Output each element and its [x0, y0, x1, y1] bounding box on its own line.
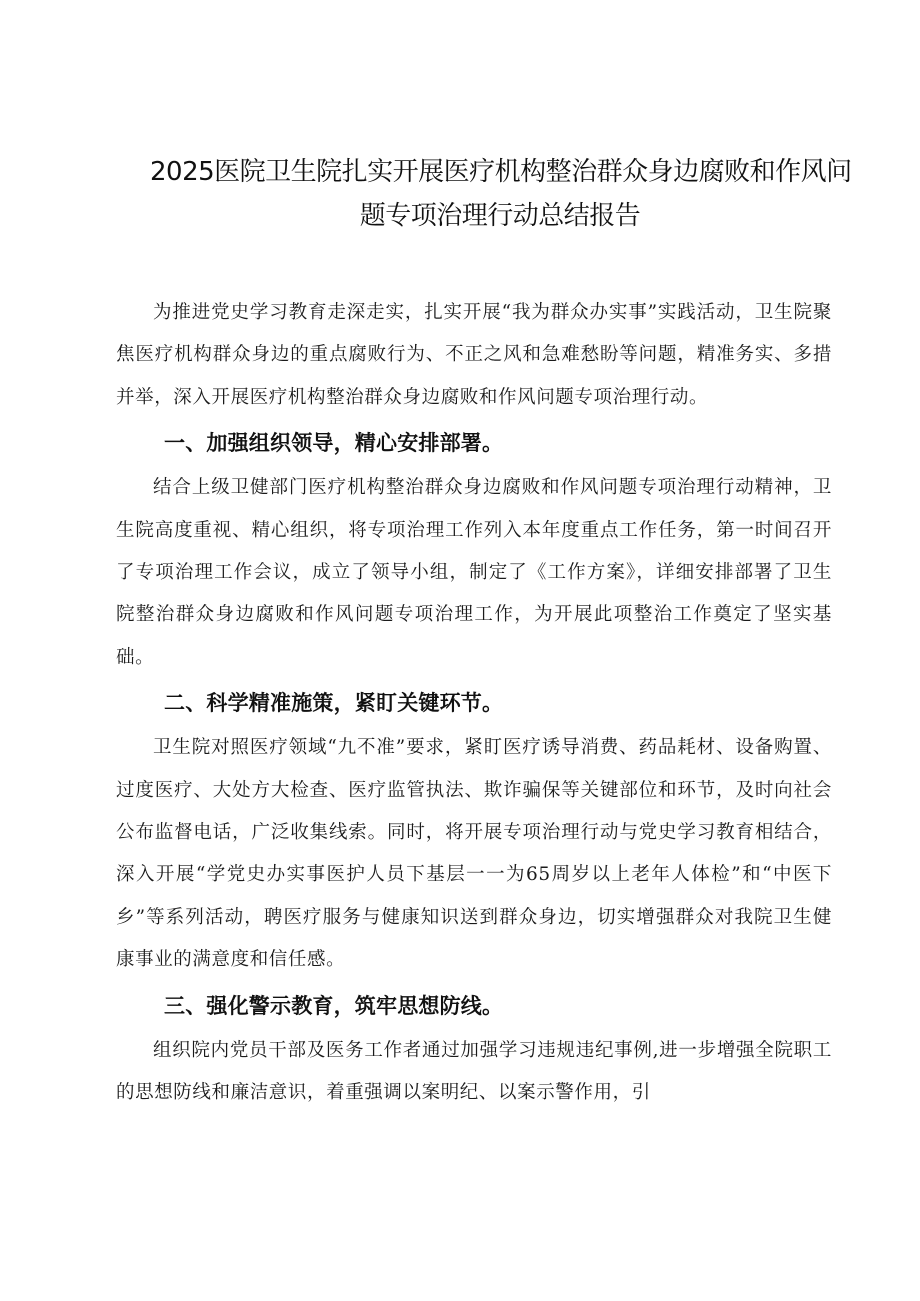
section-2-paragraph: 卫生院对照医疗领域“九不准”要求，紧盯医疗诱导消费、药品耗材、设备购置、过度医疗、大处方大检查、医疗监管执法、欺诈骗保等关键部位和环节，及时向社会公布监督电话，广泛收集线索。同时，将开展专项治理行动与党史学习教育相结合，深入开展“学党史办实事医护人员下基层一一为65周岁以上老年人体检”和“中医下乡”等系列活动，聘医疗服务与健康知识送到群众身边，切实增强群众对我院卫生健康事业的满意度和信任感。	[116, 737, 832, 971]
title-line-2: 题专项治理行动总结报告	[359, 201, 641, 231]
section-1-heading: 一、加强组织领导，精心安排部署。	[164, 431, 504, 456]
intro-paragraph: 为推进党史学习教育走深走实，扎实开展“我为群众办实事”实践活动，卫生院聚焦医疗机构群众身边的重点腐败行为、不正之风和急难愁盼等问题，精准务实、多措并举，深入开展医疗机构整治群众身边腐败和作风问题专项治理行动。	[116, 302, 832, 408]
section-3-paragraph: 组织院内党员干部及医务工作者通过加强学习违规违纪事例,进一步增强全院职工的思想防线和廉洁意识，着重强调以案明纪、以案示警作用，引	[116, 1039, 832, 1104]
title-line-1: 2025医院卫生院扎实开展医疗机构整治群众身边腐败和作风问	[150, 157, 852, 187]
section-3-heading: 三、强化警示教育，筑牢思想防线。	[164, 993, 504, 1018]
section-2-heading: 二、科学精准施策，紧盯关键环节。	[164, 691, 504, 716]
section-1-paragraph: 结合上级卫健部门医疗机构整治群众身边腐败和作风问题专项治理行动精神，卫生院高度重视、精心组织，将专项治理工作列入本年度重点工作任务，第一时间召开了专项治理工作会议，成立了领导小组，制定了《工作方案》，详细安排部署了卫生院整治群众身边腐败和作风问题专项治理工作，为开展此项整治工作奠定了坚实基础。	[116, 477, 832, 668]
document-body	[116, 292, 832, 1115]
document-title	[150, 150, 850, 238]
